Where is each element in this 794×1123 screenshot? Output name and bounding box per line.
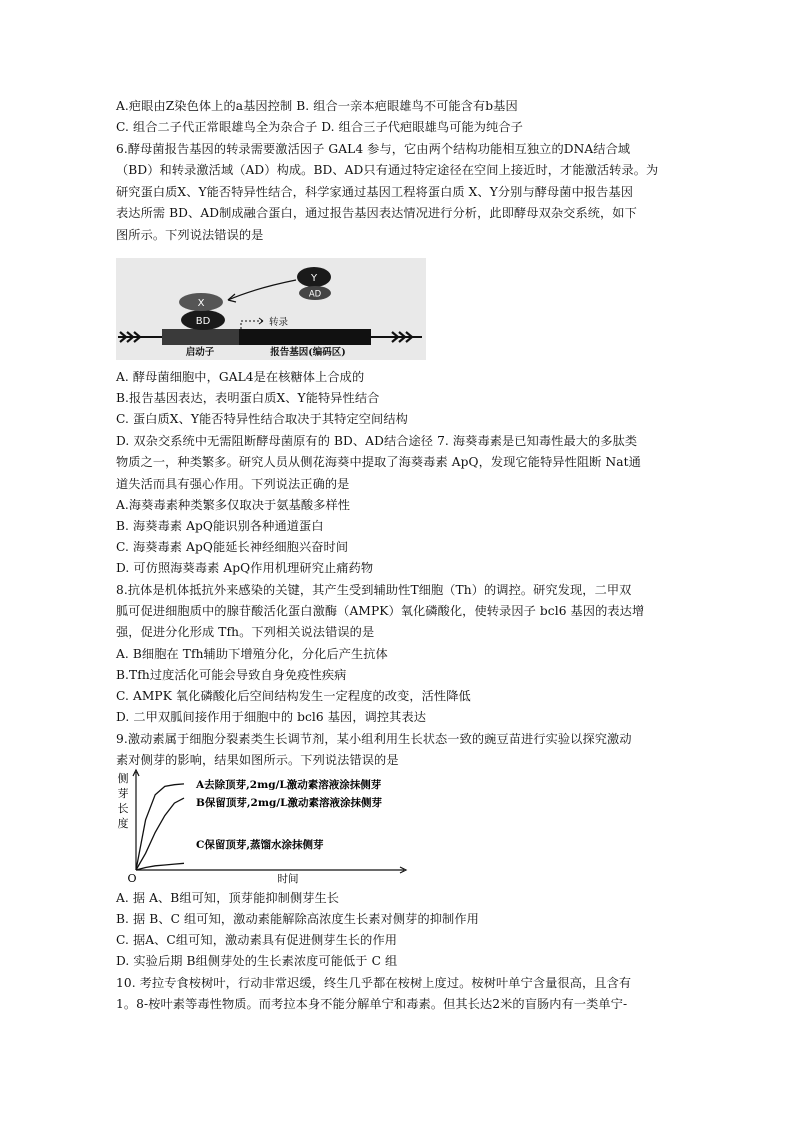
series-label: C保留顶芽,蒸馏水涂抹侧芽: [196, 839, 324, 851]
q6-stem-line: 表达所需 BD、AD制成融合蛋白，通过报告基因表达情况进行分析，此即酵母双杂交系统，如下: [116, 206, 637, 220]
series-label: B保留顶芽,2mg/L激动素溶液涂抹侧芽: [196, 797, 383, 809]
q7-stem-line: 物质之一，种类繁多。研究人员从侧花海葵中提取了海葵毒素 ApQ，发现它能特异性阻断 Nat通: [116, 455, 641, 469]
q6-option-a: A. 酵母菌细胞中，GAL4是在核糖体上合成的: [116, 370, 365, 384]
q9-option-d: D. 实验后期 B组侧芽处的生长素浓度可能低于 C 组: [116, 954, 398, 968]
kinetin-lateral-bud-chart: [114, 766, 434, 884]
q8-option-d: D. 二甲双胍间接作用于细胞中的 bcl6 基因，调控其表达: [116, 710, 427, 724]
q6-option-d: D. 双杂交系统中无需阻断酵母菌原有的 BD、AD结合途径 7. 海葵毒素是已知毒性最大的多肽类: [116, 434, 638, 448]
q9-option-b: B. 据 B、C 组可知，激动素能解除高浓度生长素对侧芽的抑制作用: [116, 912, 479, 926]
q8-option-a: A. B细胞在 Tfh辅助下增殖分化，分化后产生抗体: [116, 647, 388, 661]
q7-option-d: D. 可仿照海葵毒素 ApQ作用机理研究止痛药物: [116, 561, 374, 575]
yeast-two-hybrid-diagram: [116, 258, 426, 360]
y-axis-label-char: 侧: [117, 772, 129, 785]
q6-stem-line: 研究蛋白质X、Y能否特异性结合，科学家通过基因工程将蛋白质 X、Y分别与酵母菌中报告基因: [116, 185, 634, 199]
reporter-gene-block: [239, 329, 371, 345]
q8-option-b: B.Tfh过度活化可能会导致自身免疫性疾病: [116, 668, 347, 682]
reporter-gene-label: 报告基因(编码区): [270, 347, 346, 358]
q5-options-cd: C. 组合二子代正常眼雄鸟全为杂合子 D. 组合三子代疤眼雄鸟可能为纯合子: [116, 120, 523, 134]
chart-series-group: [136, 778, 383, 870]
x-axis-label: 时间: [277, 873, 299, 884]
transcription-label: 转录: [269, 317, 289, 328]
q6-stem-line: 6.酵母菌报告基因的转录需要激活因子 GAL4 参与，它由两个结构功能相互独立的DNA结合域: [116, 142, 631, 156]
q6-option-b: B.报告基因表达，表明蛋白质X、Y能特异性结合: [116, 391, 380, 405]
q9-option-a: A. 据 A、B组可知，顶芽能抑制侧芽生长: [116, 891, 340, 905]
promoter-block: [162, 329, 239, 345]
bd-label: BD: [195, 316, 211, 327]
q9-option-c: C. 据A、C组可知，激动素具有促进侧芽生长的作用: [116, 933, 398, 947]
q9-stem-line: 素对侧芽的影响，结果如图所示。下列说法错误的是: [116, 753, 399, 767]
q10-stem-line: 10. 考拉专食桉树叶，行动非常迟缓，终生几乎都在桉树上度过。桉树叶单宁含量很高，且含有: [116, 976, 632, 990]
y-axis-label-char: 芽: [117, 787, 129, 800]
q7-option-a: A.海葵毒素种类繁多仅取决于氨基酸多样性: [116, 498, 351, 512]
q6-stem-line: （BD）和转录激活域（AD）构成。BD、AD只有通过特定途径在空间上接近时，才能激活转录。为: [116, 163, 659, 177]
promoter-label: 启动子: [185, 347, 215, 358]
q5-options-ab: A.疤眼由Z染色体上的a基因控制 B. 组合一亲本疤眼雄鸟不可能含有b基因: [116, 99, 518, 113]
q8-stem-line: 强，促进分化形成 Tfh。下列相关说法错误的是: [116, 625, 375, 639]
protein-y-label: Y: [310, 273, 318, 284]
q8-option-c: C. AMPK 氧化磷酸化后空间结构发生一定程度的改变，活性降低: [116, 689, 471, 703]
q10-stem-line: 1。8-桉叶素等毒性物质。而考拉本身不能分解单宁和毒素。但其长达2米的盲肠内有一类单宁-: [116, 997, 628, 1011]
series-label: A去除顶芽,2mg/L激动素溶液涂抹侧芽: [196, 779, 382, 791]
q7-stem-line: 道失活而具有强心作用。下列说法正确的是: [116, 477, 350, 491]
ad-label: AD: [308, 289, 322, 300]
q7-option-c: C. 海葵毒素 ApQ能延长神经细胞兴奋时间: [116, 540, 349, 554]
y-axis-label-char: 度: [117, 817, 129, 830]
series-line: [136, 863, 184, 870]
q6-option-c: C. 蛋白质X、Y能否特异性结合取决于其特定空间结构: [116, 412, 408, 426]
q8-stem-line: 胍可促进细胞质中的腺苷酸活化蛋白激酶（AMPK）氧化磷酸化，使转录因子 bcl6 基因的表达增: [116, 604, 645, 618]
origin-label: O: [127, 872, 137, 884]
y-axis-label-char: 长: [117, 802, 129, 815]
q6-stem-line: 图所示。下列说法错误的是: [116, 228, 264, 242]
y-axis-label: [118, 772, 129, 830]
protein-x-label: X: [197, 298, 205, 309]
q7-option-b: B. 海葵毒素 ApQ能识别各种通道蛋白: [116, 519, 324, 533]
q8-stem-line: 8.抗体是机体抵抗外来感染的关键，其产生受到辅助性T细胞（Th）的调控。研究发现，二甲双: [116, 583, 632, 597]
q9-stem-line: 9.激动素属于细胞分裂素类生长调节剂，某小组利用生长状态一致的豌豆苗进行实验以探究激动: [116, 732, 632, 746]
